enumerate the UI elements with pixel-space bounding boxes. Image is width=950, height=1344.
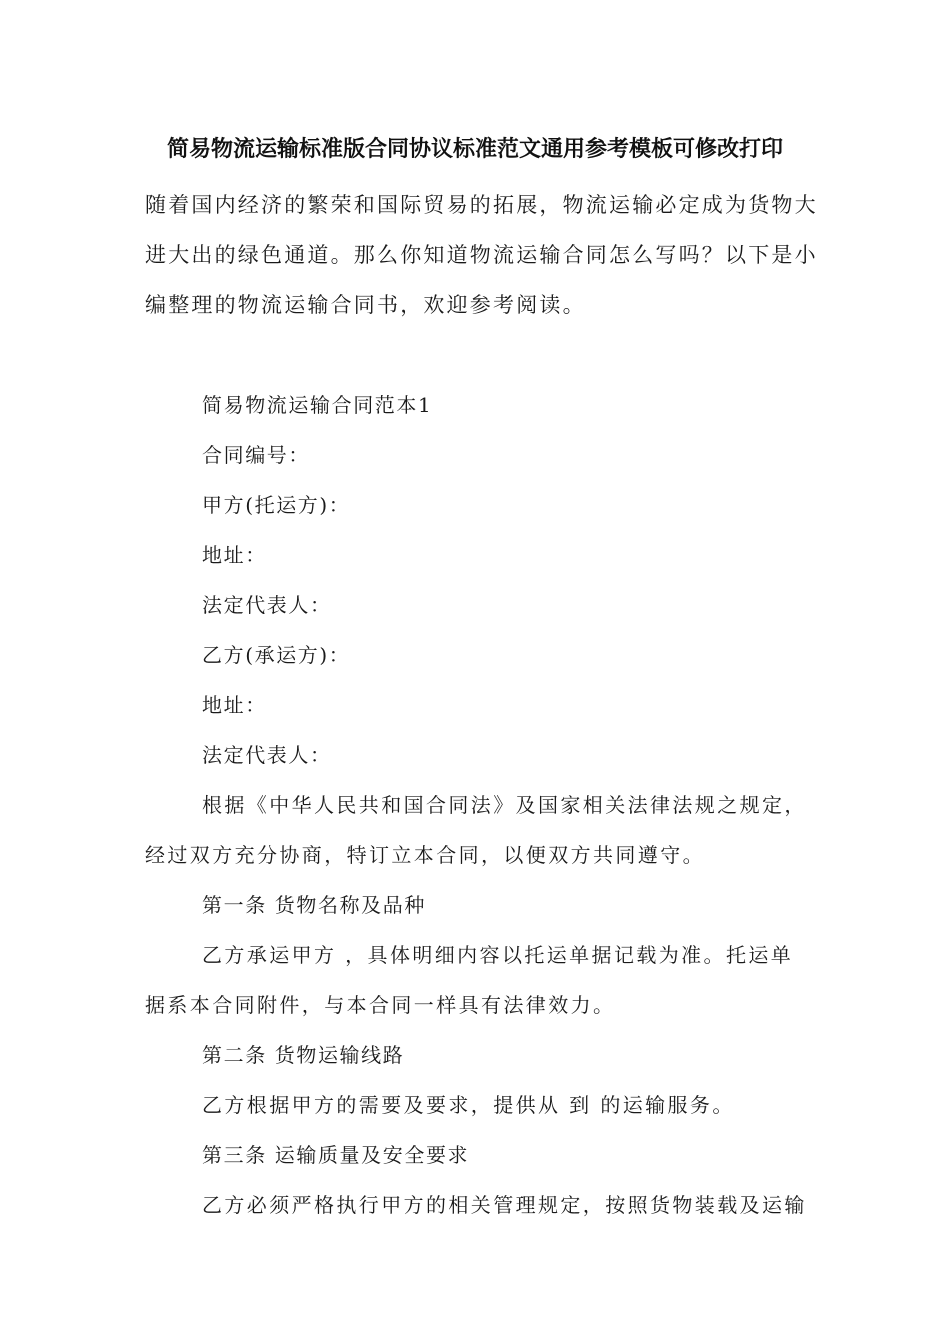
article-3-heading: 第三条 运输质量及安全要求 xyxy=(202,1143,470,1167)
contract-number-field: 合同编号： xyxy=(202,443,310,467)
party-a-field: 甲方(托运方)： xyxy=(202,493,351,517)
article-1-line: 乙方承运甲方 ，具体明细内容以托运单据记载为准。托运单 xyxy=(202,943,794,967)
article-3-text: 乙方必须严格执行甲方的相关管理规定，按照货物装载及运输 xyxy=(202,1193,807,1217)
intro-line: 进大出的绿色通道。那么你知道物流运输合同怎么写吗？以下是小 xyxy=(145,243,818,267)
article-2-heading: 第二条 货物运输线路 xyxy=(202,1043,405,1067)
party-b-field: 乙方(承运方)： xyxy=(202,643,351,667)
intro-paragraph xyxy=(145,180,818,330)
sample-heading: 简易物流运输合同范本1 xyxy=(202,393,433,417)
article-1-heading: 第一条 货物名称及品种 xyxy=(202,893,426,917)
party-b-representative-field: 法定代表人： xyxy=(202,743,332,767)
intro-line: 随着国内经济的繁荣和国际贸易的拓展，物流运输必定成为货物大 xyxy=(145,193,818,217)
contract-body xyxy=(145,380,807,1230)
article-2-text: 乙方根据甲方的需要及要求，提供从 到 的运输服务。 xyxy=(202,1093,735,1117)
party-a-address-field: 地址： xyxy=(202,543,267,567)
intro-line: 编整理的物流运输合同书，欢迎参考阅读。 xyxy=(145,293,586,317)
document-title: 简易物流运输标准版合同协议标准范文通用参考模板可修改打印 xyxy=(166,137,783,162)
article-1-line: 据系本合同附件，与本合同一样具有法律效力。 xyxy=(145,993,616,1017)
preamble-line: 根据《中华人民共和国合同法》及国家相关法律法规之规定， xyxy=(202,793,807,817)
party-a-representative-field: 法定代表人： xyxy=(202,593,332,617)
party-b-address-field: 地址： xyxy=(202,693,267,717)
preamble-line: 经过双方充分协商，特订立本合同，以便双方共同遵守。 xyxy=(145,843,705,867)
